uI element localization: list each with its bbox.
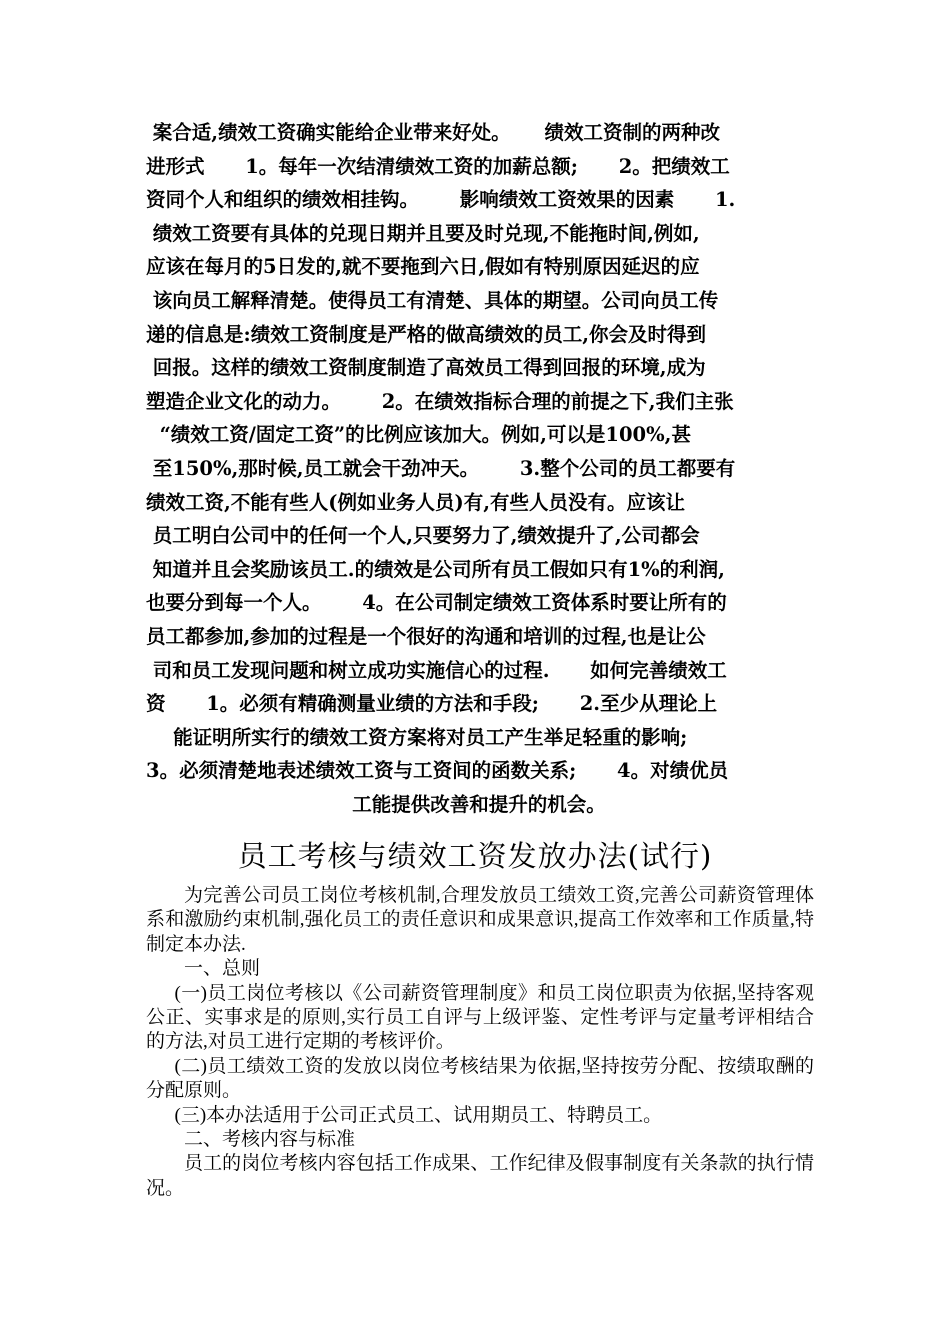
text-line: 案合适,绩效工资确实能给企业带来好处。 绩效工资制的两种改: [146, 121, 721, 144]
text-line: 进形式 1。每年一次结清绩效工资的加薪总额; 2。把绩效工: [146, 154, 730, 178]
text-line: 绩效工资,不能有些人(例如业务人员)有,有些人员没有。应该让: [146, 490, 686, 514]
text-line: 3。必须清楚地表述绩效工资与工资间的函数关系; 4。对绩优员: [146, 759, 729, 783]
text-line: 司和员工发现问题和树立成功实施信心的过程. 如何完善绩效工: [146, 658, 727, 682]
text-line: 也要分到每一个人。 4。在公司制定绩效工资体系时要让所有的: [146, 591, 727, 615]
text-line: 知道并且会奖励该员工.的绩效是公司所有员工假如只有1%的利润,: [146, 557, 725, 581]
document-title: 员工考核与绩效工资发放办法(试行): [237, 839, 713, 873]
text-line: 绩效工资要有具体的兑现日期并且要及时兑现,不能拖时间,例如,: [146, 221, 700, 245]
intro-paragraph: 为完善公司员工岗位考核机制,合理发放员工绩效工资,完善公司薪资管理体系和激励约束机制,强化员工的责任意识和成果意识,提高工作效率和工作质量,特制定本办法.: [146, 885, 814, 955]
section-heading-content: 二、考核内容与标准: [184, 1129, 356, 1151]
clause-2: (二)员工绩效工资的发放以岗位考核结果为依据,坚持按劳分配、按绩取酬的分配原则。: [146, 1055, 814, 1102]
text-line: 资 1。必须有精确测量业绩的方法和手段; 2.至少从理论上: [146, 692, 718, 716]
clause-3: (三)本办法适用于公司正式员工、试用期员工、特聘员工。: [174, 1104, 663, 1126]
text-line: 资同个人和组织的绩效相挂钩。 影响绩效工资效果的因素 1.: [146, 188, 736, 212]
text-line: 工能提供改善和提升的机会。: [352, 792, 606, 816]
text-line: 员工明白公司中的任何一个人,只要努力了,绩效提升了,公司都会: [146, 524, 700, 548]
section2-paragraph: 员工的岗位考核内容包括工作成果、工作纪律及假事制度有关条款的执行情况。: [146, 1153, 814, 1199]
section-heading-general: 一、总则: [184, 958, 261, 980]
document-body: [146, 884, 814, 1201]
text-line: 至150%,那时候,员工就会干劲冲天。 3.整个公司的员工都要有: [146, 456, 736, 480]
text-line: 塑造企业文化的动力。 2。在绩效指标合理的前提之下,我们主张: [146, 389, 734, 413]
upper-bold-text: [146, 116, 812, 821]
text-line: 回报。这样的绩效工资制度制造了高效员工得到回报的环境,成为: [146, 356, 706, 380]
text-line: 员工都参加,参加的过程是一个很好的沟通和培训的过程,也是让公: [146, 624, 706, 648]
text-line: 能证明所实行的绩效工资方案将对员工产生举足轻重的影响;: [146, 725, 688, 749]
clause-1: (一)员工岗位考核以《公司薪资管理制度》和员工岗位职责为依据,坚持客观公正、实事求是的原则,实行员工自评与上级评鉴、定性考评与定量考评相结合的方法,对员工进行定期的考核评价。: [146, 982, 814, 1053]
text-line: 该向员工解释清楚。使得员工有清楚、具体的期望。公司向员工传: [146, 288, 719, 312]
text-line: 递的信息是:绩效工资制度是严格的做高绩效的员工,你会及时得到: [146, 322, 706, 346]
text-line: “绩效工资/固定工资”的比例应该加大。例如,可以是100%,甚: [146, 423, 691, 447]
text-line: 应该在每月的5日发的,就不要拖到六日,假如有特别原因延迟的应: [146, 255, 700, 279]
